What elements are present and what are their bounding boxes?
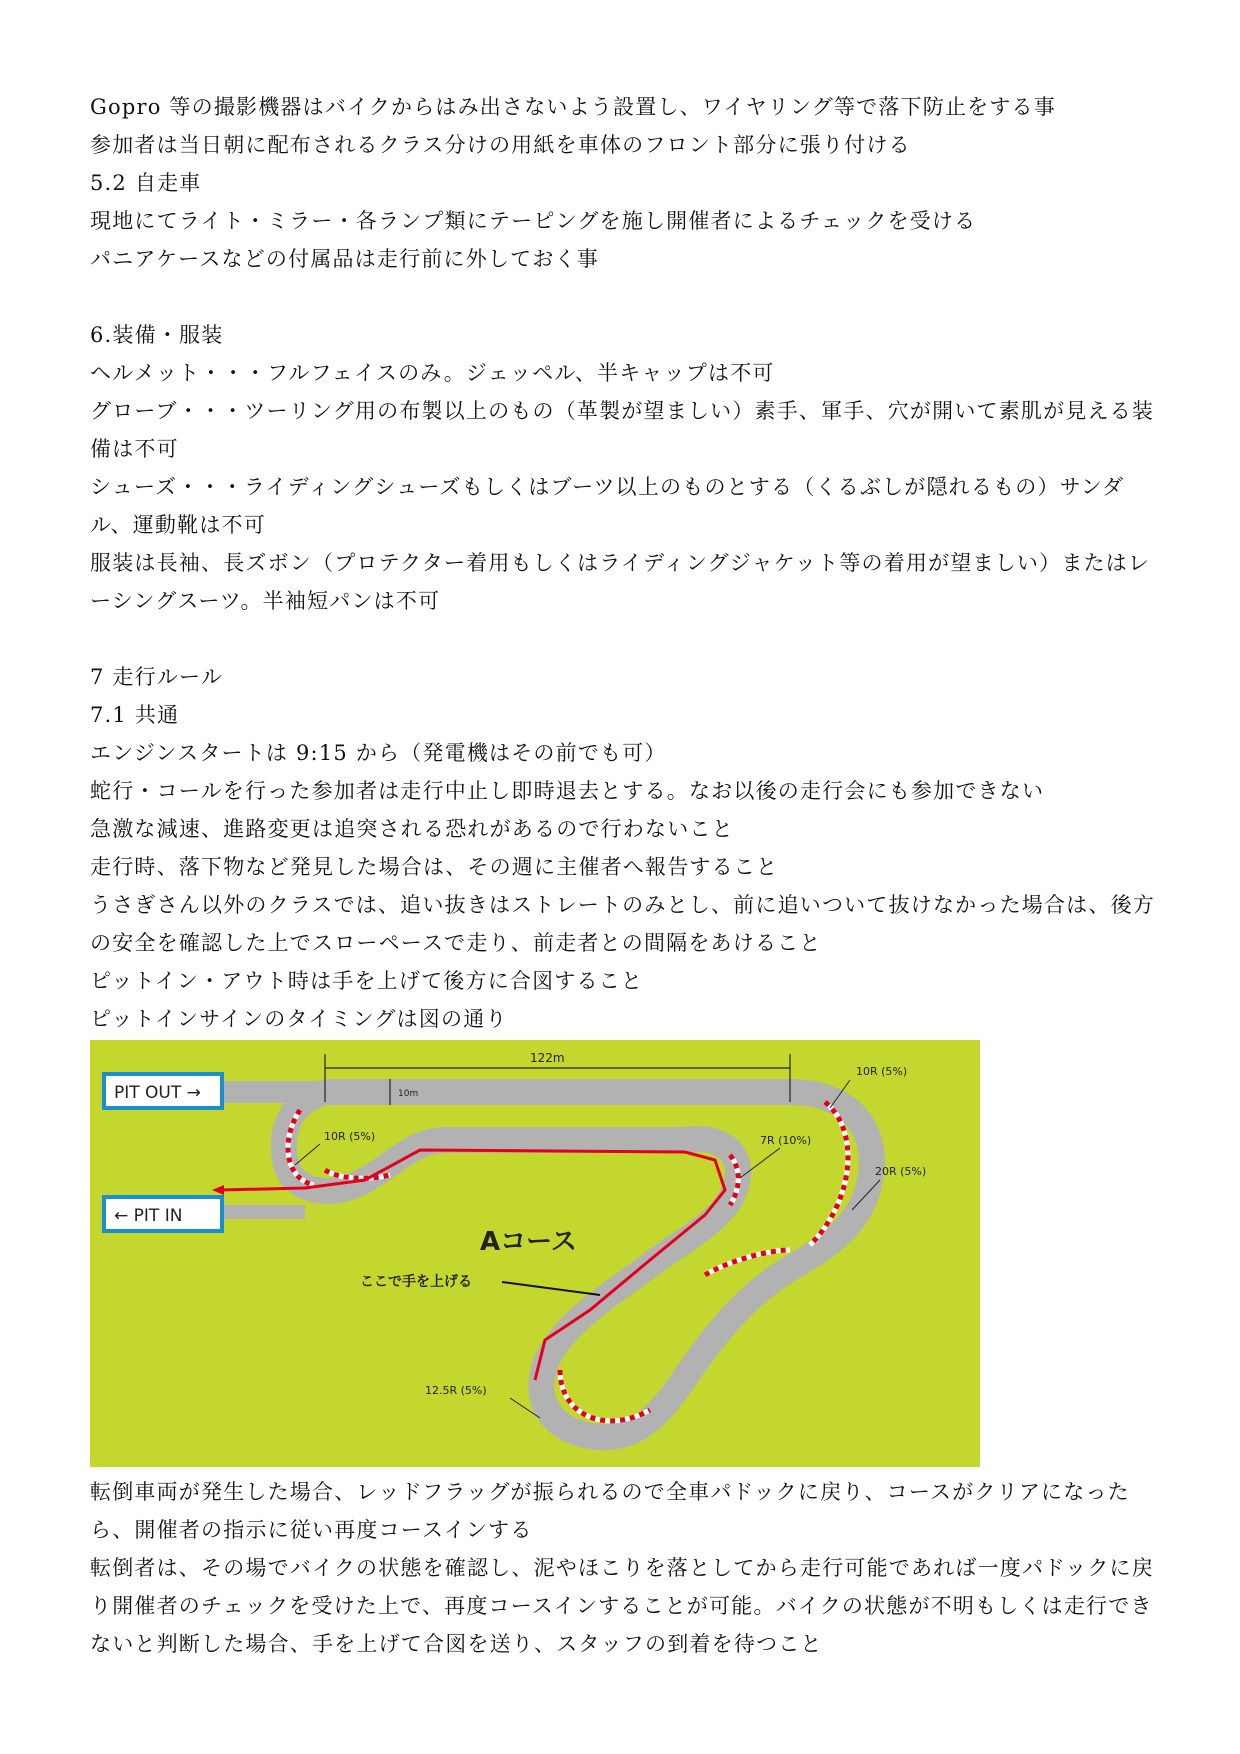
helmet-rule: ヘルメット・・・フルフェイスのみ。ジェッペル、半キャップは不可 <box>90 361 775 385</box>
rule-line: 走行時、落下物など発見した場合は、その週に主催者へ報告すること <box>90 855 779 879</box>
course-name: Aコース <box>480 1227 577 1257</box>
red-flag-rule: 転倒車両が発生した場合、レッドフラッグが振られるので全車パドックに戻り、コースがクリアになったら、開催者の指示に従い再度コースインする <box>90 1480 1130 1542</box>
corner-label: 10R (5%) <box>324 1130 376 1143</box>
course-map <box>90 1040 980 1467</box>
crash-rule: 転倒者は、その場でバイクの状態を確認し、泥やほこりを落としてから走行可能であれば一度パドックに戻り開催者のチェックを受けた上で、再度コースインすることが可能。バイクの状態が不明もしくは走行できないと判断した場合、手を上げて合図を送り、スタッフの到着を待つこと <box>90 1556 1154 1656</box>
straight-length-label: 122m <box>530 1051 565 1065</box>
pit-in-label: ← PIT IN <box>114 1206 183 1226</box>
rule-line: エンジンスタートは 9:15 から（発電機はその前でも可） <box>90 741 667 765</box>
clothes-rule: 服装は長袖、長ズボン（プロテクター着用もしくはライディングジャケット等の着用が望ましい）またはレーシングスーツ。半袖短パンは不可 <box>90 551 1151 613</box>
glove-rule: グローブ・・・ツーリング用の布製以上のもの（革製が望ましい）素手、軍手、穴が開いて素肌が見える装備は不可 <box>90 399 1155 461</box>
text-line: 現地にてライト・ミラー・各ランプ類にテーピングを施し開催者によるチェックを受ける <box>90 209 977 233</box>
rule-line: 蛇行・コールを行った参加者は走行中止し即時退去とする。なお以後の走行会にも参加できない <box>90 779 1045 803</box>
section-heading: 5.2 自走車 <box>90 171 202 195</box>
text-line: パニアケースなどの付属品は走行前に外しておく事 <box>90 247 599 271</box>
corner-label: 7R (10%) <box>760 1134 812 1147</box>
corner-label: 10R (5%) <box>856 1065 908 1078</box>
corner-label: 12.5R (5%) <box>425 1384 487 1397</box>
overtake-rule: うさぎさん以外のクラスでは、追い抜きはストレートのみとし、前に追いついて抜けなかった場合は、後方の安全を確認した上でスローペースで走り、前走者との間隔をあけること <box>90 893 1155 955</box>
hand-raise-label: ここで手を上げる <box>360 1274 472 1290</box>
pit-signal-rule: ピットイン・アウト時は手を上げて後方に合図すること <box>90 969 644 993</box>
track-width-label: 10m <box>398 1089 419 1099</box>
course-map-svg <box>90 1040 980 1467</box>
corner-label: 20R (5%) <box>875 1165 927 1178</box>
rule-line: 急激な減速、進路変更は追突される恐れがあるので行わないこと <box>90 817 734 841</box>
text-line: 参加者は当日朝に配布されるクラス分けの用紙を車体のフロント部分に張り付ける <box>90 133 911 157</box>
shoes-rule: シューズ・・・ライディングシューズもしくはブーツ以上のものとする（くるぶしが隠れるもの）サンダル、運動靴は不可 <box>90 475 1125 537</box>
section-heading: 7 走行ルール <box>90 665 224 689</box>
subsection-heading: 7.1 共通 <box>90 703 180 727</box>
document-page <box>90 88 1162 1663</box>
pit-timing-rule: ピットインサインのタイミングは図の通り <box>90 1007 508 1031</box>
section-heading: 6.装備・服装 <box>90 323 224 347</box>
text-line: Gopro 等の撮影機器はバイクからはみ出さないよう設置し、ワイヤリング等で落下防止をする事 <box>90 95 1056 119</box>
pit-out-label: PIT OUT → <box>114 1083 201 1103</box>
